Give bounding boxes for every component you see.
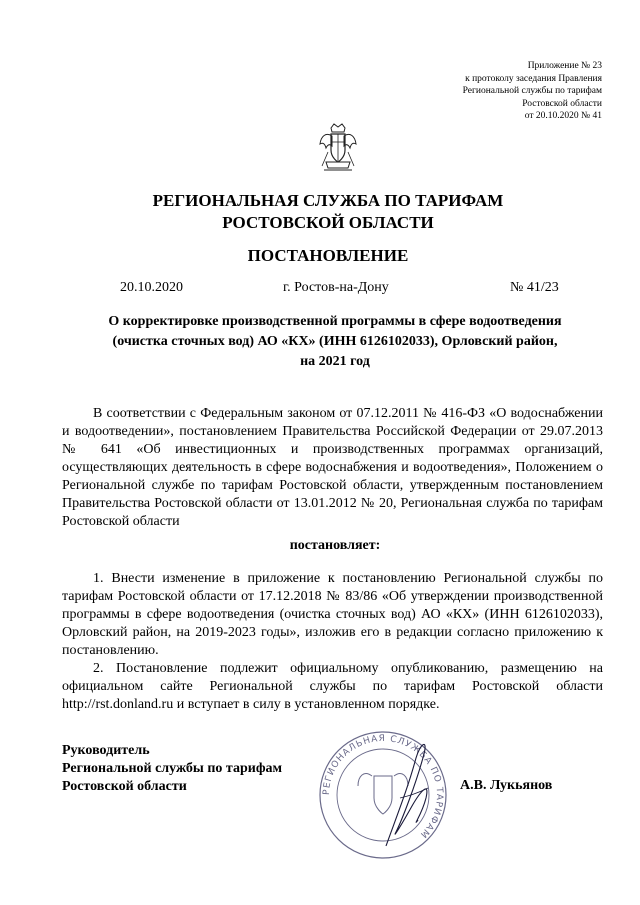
preamble-paragraph: В соответствии с Федеральным законом от 07.12.2011 № 416-ФЗ «О водоснабжении и водоотведении», постановлением Правительства Российской Федерации от 29.07.2013 № 641 «Об инвестиционных и производственных программах организаций, осуществляющих деятельность в сфере водоснабжения и водоотведения», Положением о Региональной службе по тарифам Ростовской области, утвержденным постановлением Правительства Ростовской области от 13.01.2012 № 20, Региональная служба по тарифам Ростовской области [62,406,603,529]
annex-line-1: Приложение № 23 [527,61,602,71]
signer-title [62,742,282,796]
signer-title-line-1: Руководитель [62,743,150,758]
org-title-line-1: РЕГИОНАЛЬНАЯ СЛУЖБА ПО ТАРИФАМ [152,191,504,210]
item-1-paragraph: 1. Внести изменение в приложение к постановлению Региональной службы по тарифам Ростовской области от 17.12.2018 № 83/86 «Об утверждении производственной программы в сфере водоотведения (очистка сточных вод) АО «КХ» (ИНН 6126102033), Орловский район, на 2019-2023 годы», изложив его в редакции согласно приложению к постановлению. [62,571,603,658]
official-seal-icon [316,728,450,862]
document-type: ПОСТАНОВЛЕНИЕ [247,246,409,265]
coat-of-arms-icon [318,122,358,174]
org-title-line-2: РОСТОВСКОЙ ОБЛАСТИ [222,213,434,232]
signer-title-line-2: Региональной службы по тарифам [62,761,283,776]
item-2-paragraph: 2. Постановление подлежит официальному опубликованию, размещению на официальном сайте Региональной службы по тарифам Ростовской области http://rst.donland.ru и вступает в силу в установленном порядке. [62,661,603,712]
org-title [0,190,640,234]
annex-note [463,60,602,123]
document-subject [60,312,610,372]
subject-line-1: О корректировке производственной программы в сфере водоотведения [108,314,562,329]
annex-line-3: Региональной службы по тарифам [462,86,602,96]
annex-line-4: Ростовской области [522,98,602,109]
signer-name: А.В. Лукьянов [460,778,553,793]
annex-line-5: от 20.10.2020 № 41 [524,111,602,121]
subject-line-3: на 2021 год [300,354,370,369]
document-city: г. Ростов-на-Дону [283,280,389,295]
document-date: 20.10.2020 [120,280,183,295]
signer-title-line-3: Ростовской области [62,779,187,794]
document-number: № 41/23 [510,280,559,295]
subject-line-2: (очистка сточных вод) АО «КХ» (ИНН 6126102033), Орловский район, [112,334,558,349]
decree-word: постановляет: [289,538,381,553]
annex-line-2: к протоколу заседания Правления [465,73,602,84]
svg-text:РЕГИОНАЛЬНАЯ СЛУЖБА ПО ТАРИФАМ [322,734,444,840]
stamp-outer-text: РЕГИОНАЛЬНАЯ СЛУЖБА ПО ТАРИФАМ [321,733,445,840]
